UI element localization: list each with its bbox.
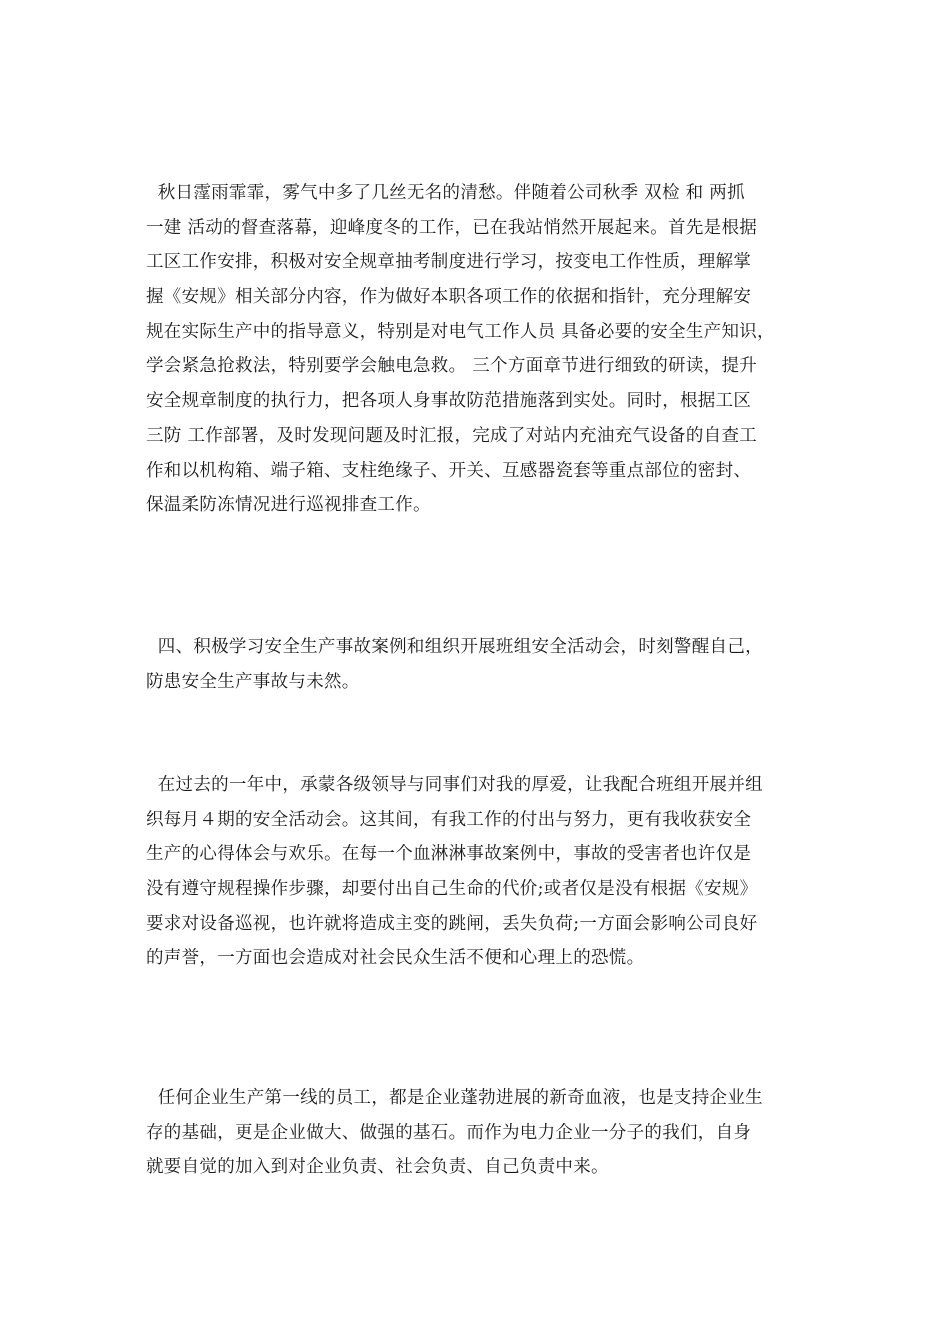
paragraph-section-four-heading bbox=[146, 630, 763, 699]
text-line: 的声誉，一方面也会造成对社会民众生活不便和心理上的恐慌。 bbox=[146, 948, 645, 969]
text-line: 四、积极学习安全生产事故案例和组织开展班组安全活动会，时刻警醒自己， bbox=[146, 637, 763, 657]
text-line: 织每月４期的安全活动会。这其间，有我工作的付出与努力，更有我收获安全 bbox=[146, 809, 752, 830]
text-line: 生产的心得体会与欢乐。在每一个血淋淋事故案例中，事故的受害者也许仅是 bbox=[146, 844, 752, 865]
text-line: 秋日霪雨霏霏，雾气中多了几丝无名的清愁。伴随着公司秋季 双检 和 两抓 bbox=[146, 183, 745, 203]
text-line: 在过去的一年中，承蒙各级领导与同事们对我的厚爱，让我配合班组开展并组 bbox=[146, 775, 763, 795]
text-line: 三防 工作部署，及时发现问题及时汇报，完成了对站内充油充气设备的自查工 bbox=[146, 425, 758, 446]
text-line: 学会紧急抢救法，特别要学会触电急救。 三个方面章节进行细致的研读，提升 bbox=[146, 356, 758, 377]
text-line: 存的基础，更是企业做大、做强的基石。而作为电力企业一分子的我们，自身 bbox=[146, 1122, 752, 1143]
text-line: 保温柔防冻情况进行巡视排查工作。 bbox=[146, 495, 431, 516]
text-line: 没有遵守规程操作步骤，却要付出自己生命的代价;或者仅是没有根据《安规》 bbox=[146, 879, 758, 900]
text-line: 工区工作安排，积极对安全规章抽考制度进行学习，按变电工作性质，理解掌 bbox=[146, 252, 752, 273]
paragraph-past-year-activities bbox=[146, 768, 763, 976]
text-line: 作和以机构箱、端子箱、支柱绝缘子、开关、互感器瓷套等重点部位的密封、 bbox=[146, 460, 752, 481]
paragraph-frontline-employees bbox=[146, 1081, 763, 1185]
text-line: 握《安规》相关部分内容，作为做好本职各项工作的依据和指针，充分理解安 bbox=[146, 287, 752, 308]
text-line: 就要自觉的加入到对企业负责、社会负责、自己负责中来。 bbox=[146, 1157, 609, 1178]
text-line: 规在实际生产中的指导意义，特别是对电气工作人员 具备必要的安全生产知识， bbox=[146, 321, 775, 342]
text-line: 任何企业生产第一线的员工，都是企业蓬勃进展的新奇血液，也是支持企业生 bbox=[146, 1088, 763, 1108]
text-line: 安全规章制度的执行力，把各项人身事故防范措施落到实处。同时，根据工区 bbox=[146, 391, 752, 412]
text-line: 一建 活动的督查落幕，迎峰度冬的工作，已在我站悄然开展起来。首先是根据 bbox=[146, 217, 758, 238]
text-line: 防患安全生产事故与未然。 bbox=[146, 671, 360, 692]
paragraph-autumn-safety-work bbox=[146, 176, 775, 523]
text-line: 要求对设备巡视，也许就将造成主变的跳闸，丢失负荷;一方面会影响公司良好 bbox=[146, 913, 758, 934]
